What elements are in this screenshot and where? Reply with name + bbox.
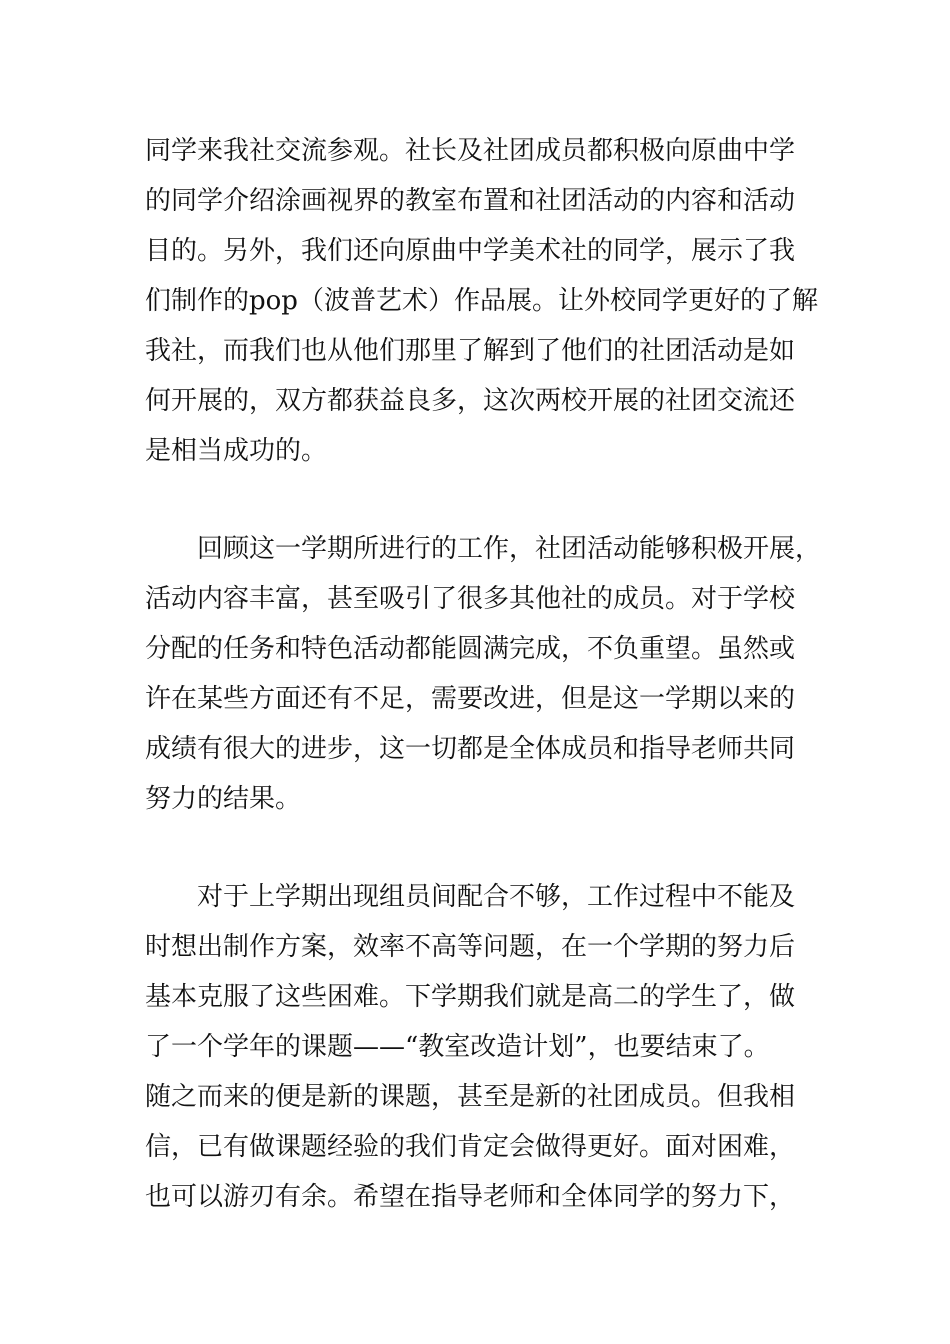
text-line: 目的。另外，我们还向原曲中学美术社的同学，展示了我: [145, 236, 796, 266]
text-line: 时想出制作方案，效率不高等问题，在一个学期的努力后: [145, 932, 796, 962]
text-line: 成绩有很大的进步，这一切都是全体成员和指导老师共同: [145, 734, 796, 764]
paragraph-3: [145, 872, 825, 1222]
text-line: 的同学介绍涂画视界的教室布置和社团活动的内容和活动: [145, 186, 796, 216]
text-line: 活动内容丰富，甚至吸引了很多其他社的成员。对于学校: [145, 584, 796, 614]
text-line: 我社，而我们也从他们那里了解到了他们的社团活动是如: [145, 336, 796, 366]
text-line: 信，已有做课题经验的我们肯定会做得更好。面对困难，: [145, 1132, 796, 1162]
text-line: 何开展的，双方都获益良多，这次两校开展的社团交流还: [145, 386, 796, 416]
paragraph-2: [145, 524, 825, 824]
text-line: 是相当成功的。: [145, 436, 328, 466]
text-line: 许在某些方面还有不足，需要改进，但是这一学期以来的: [145, 684, 796, 714]
text-line: 对于上学期出现组员间配合不够，工作过程中不能及: [145, 882, 796, 912]
text-line: 分配的任务和特色活动都能圆满完成，不负重望。虽然或: [145, 634, 796, 664]
text-line: 努力的结果。: [145, 784, 302, 814]
paragraph-1: [145, 126, 825, 476]
text-line: 同学来我社交流参观。社长及社团成员都积极向原曲中学: [145, 136, 796, 166]
text-line: 随之而来的便是新的课题，甚至是新的社团成员。但我相: [145, 1082, 796, 1112]
text-line: 也可以游刃有余。希望在指导老师和全体同学的努力下，: [145, 1182, 796, 1212]
text-line: 了一个学年的课题——“教室改造计划”，也要结束了。: [145, 1032, 770, 1062]
text-line: 们制作的pop（波普艺术）作品展。让外校同学更好的了解: [145, 286, 818, 316]
text-line: 基本克服了这些困难。下学期我们就是高二的学生了，做: [145, 982, 796, 1012]
text-line: 回顾这一学期所进行的工作，社团活动能够积极开展，: [145, 534, 822, 564]
